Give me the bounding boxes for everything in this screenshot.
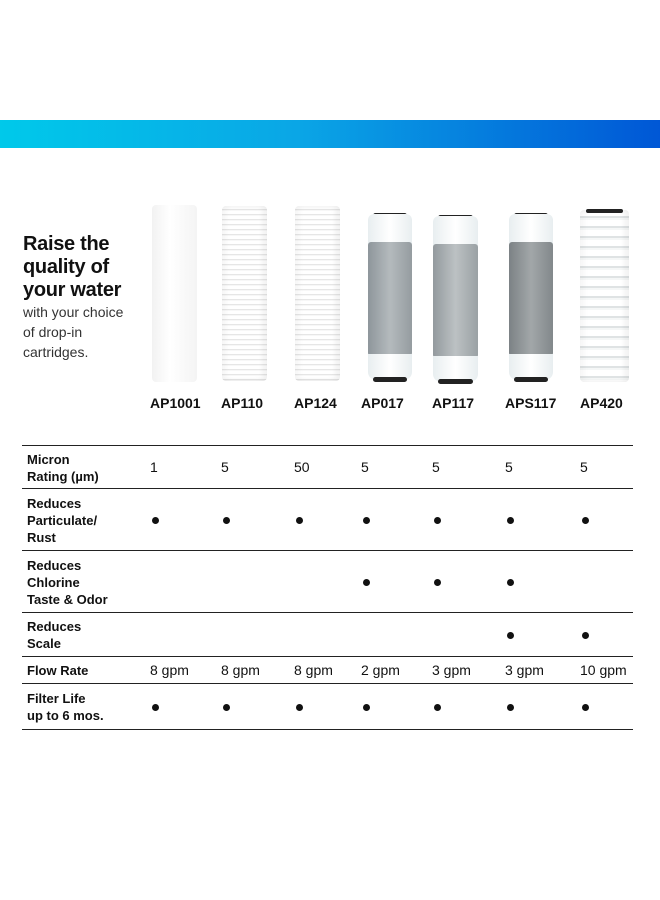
table-row xyxy=(22,612,633,657)
check-dot-icon xyxy=(582,632,589,639)
check-dot-icon xyxy=(152,517,159,524)
table-cell: 2 gpm xyxy=(361,661,400,678)
check-dot-icon xyxy=(363,579,370,586)
check-dot-icon xyxy=(434,704,441,711)
cartridge-image-ap1001 xyxy=(152,205,197,382)
row-label-line: Rust xyxy=(27,529,56,545)
table-row xyxy=(22,445,633,489)
row-label-line: Taste & Odor xyxy=(27,591,108,607)
check-dot-icon xyxy=(363,704,370,711)
table-row xyxy=(22,550,633,613)
check-dot-icon xyxy=(152,704,159,711)
subtext-line: of drop-in xyxy=(23,324,83,340)
table-cell: 50 xyxy=(294,458,310,475)
table-cell: 5 xyxy=(505,458,513,475)
row-label xyxy=(27,690,104,724)
table-row xyxy=(22,488,633,551)
table-row xyxy=(22,683,633,730)
cartridge-image-ap124 xyxy=(295,206,340,381)
cartridge-image-aps117 xyxy=(509,214,553,380)
product-label: AP017 xyxy=(361,395,404,411)
product-label: AP110 xyxy=(221,395,264,411)
row-label xyxy=(27,451,99,485)
check-dot-icon xyxy=(223,704,230,711)
check-dot-icon xyxy=(582,704,589,711)
table-cell: 3 gpm xyxy=(432,661,471,678)
headline-line: Raise the xyxy=(23,233,110,255)
product-label: AP1001 xyxy=(150,395,201,411)
product-label: AP124 xyxy=(294,395,337,411)
cap-ring-icon xyxy=(586,209,623,213)
headline-line: your water xyxy=(23,279,122,301)
table-cell: 5 xyxy=(361,458,369,475)
check-dot-icon xyxy=(582,517,589,524)
table-cell: 10 gpm xyxy=(580,661,627,678)
cartridge-image-ap017 xyxy=(368,214,412,380)
row-label-line: Reduces xyxy=(27,495,82,511)
row-label-line: Rating (µm) xyxy=(27,468,99,484)
table-cell: 5 xyxy=(221,458,229,475)
headline-block xyxy=(23,233,148,362)
table-cell: 5 xyxy=(580,458,588,475)
row-label-line: Particulate/ xyxy=(27,512,98,528)
row-label-line: up to 6 mos. xyxy=(27,707,104,723)
table-cell: 8 gpm xyxy=(294,661,333,678)
table-cell: 8 gpm xyxy=(221,661,260,678)
table-cell: 5 xyxy=(432,458,440,475)
row-label-line: Micron xyxy=(27,451,70,467)
check-dot-icon xyxy=(507,517,514,524)
table-row xyxy=(22,656,633,684)
product-label: AP117 xyxy=(432,395,475,411)
check-dot-icon xyxy=(507,704,514,711)
product-label: APS117 xyxy=(505,395,557,411)
row-label-line: Reduces xyxy=(27,619,82,634)
subtext-line: cartridges. xyxy=(23,344,89,360)
row-label xyxy=(27,557,108,608)
blue-gradient-banner xyxy=(0,120,660,148)
row-label-line: Filter Life xyxy=(27,690,86,706)
check-dot-icon xyxy=(363,517,370,524)
check-dot-icon xyxy=(223,517,230,524)
row-label-line: Scale xyxy=(27,636,61,651)
row-label xyxy=(27,662,88,679)
cartridge-image-ap117 xyxy=(433,216,478,382)
subtext-line: with your choice xyxy=(23,304,124,320)
table-cell: 8 gpm xyxy=(150,661,189,678)
row-label-line: Reduces xyxy=(27,557,82,573)
cartridge-image-ap110 xyxy=(222,206,267,381)
cartridge-image-ap420 xyxy=(580,210,629,382)
product-label: AP420 xyxy=(580,395,623,411)
table-cell: 3 gpm xyxy=(505,661,544,678)
row-label xyxy=(27,618,81,652)
check-dot-icon xyxy=(507,632,514,639)
check-dot-icon xyxy=(296,704,303,711)
check-dot-icon xyxy=(296,517,303,524)
check-dot-icon xyxy=(434,579,441,586)
check-dot-icon xyxy=(434,517,441,524)
table-cell: 1 xyxy=(150,458,158,475)
row-label xyxy=(27,495,97,546)
row-label-line: Chlorine xyxy=(27,574,80,590)
row-label-line: Flow Rate xyxy=(27,663,89,678)
headline-line: quality of xyxy=(23,256,109,278)
check-dot-icon xyxy=(507,579,514,586)
